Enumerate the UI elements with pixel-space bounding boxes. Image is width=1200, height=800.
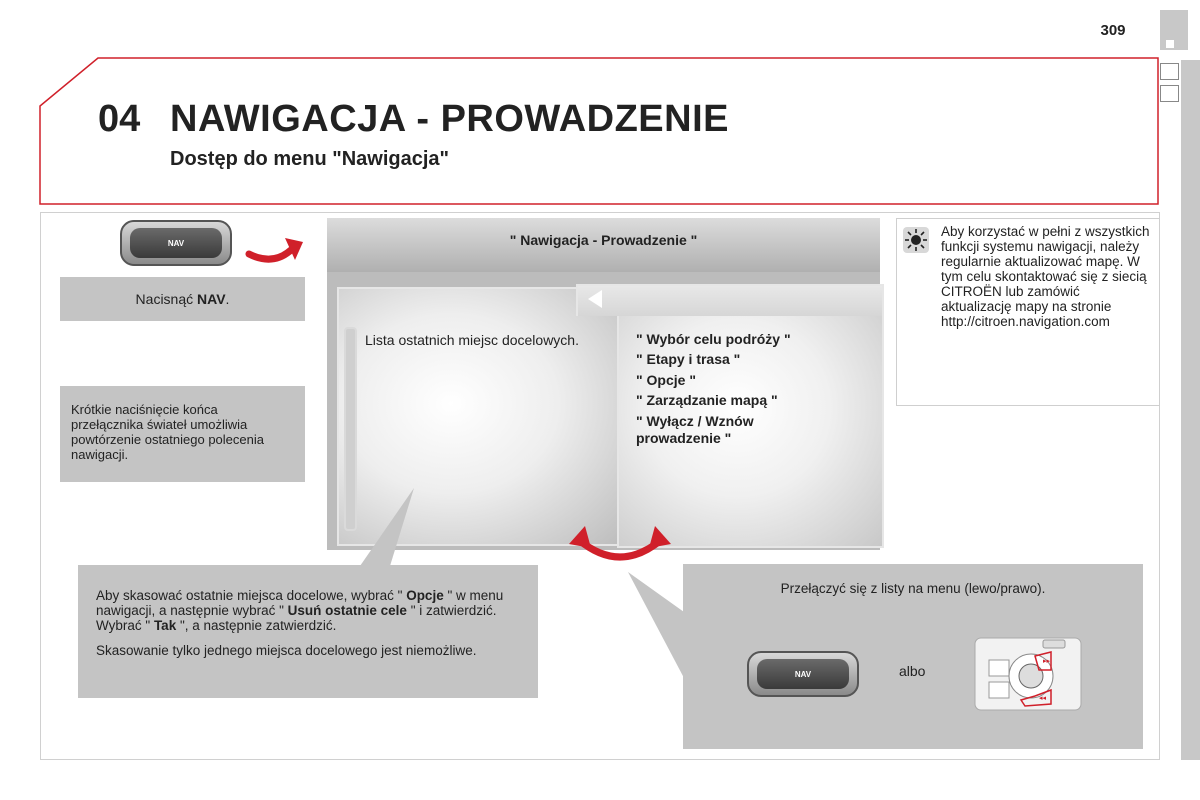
callout-pointer-right <box>620 572 690 682</box>
lightbulb-icon <box>903 227 929 253</box>
menu-header-bar <box>576 284 884 316</box>
nav-button-label: NAV <box>130 228 222 258</box>
back-arrow-icon <box>588 290 602 308</box>
tip-box <box>896 218 1160 406</box>
page-number: 309 <box>1100 22 1126 39</box>
press-nav-box <box>60 277 305 321</box>
page-tab-marker <box>1166 40 1174 48</box>
short-press-box <box>60 386 305 482</box>
svg-text:▸▸: ▸▸ <box>1043 657 1051 665</box>
left-right-arrow-icon <box>565 522 675 568</box>
page-tab <box>1160 10 1188 50</box>
tip-text: Aby korzystać w pełni z wszystkich funkcji systemu nawigacji, należy regularnie aktualizować mapę. W tym celu skontaktować się z siecią CITROËN lub zamówić aktualizację mapy na stronie http://citroen.navigation.com <box>941 224 1150 329</box>
chapter-subtitle: Dostęp do menu "Nawigacja" <box>170 148 450 170</box>
delete-instructions: Aby skasować ostatnie miejsca docelowe, wybrać " Opcje " w menu nawigacji, a następnie wybrać " Usuń ostatnie cele " i zatwierdzić. Wybrać " Tak ", a następnie zatwierdzić. <box>96 588 504 633</box>
recent-destinations-title: Lista ostatnich miejsc docelowych. <box>365 332 579 348</box>
nav-button <box>747 651 859 697</box>
menu-item-options: " Opcje " <box>636 372 696 388</box>
albo-text: albo <box>899 663 926 679</box>
chapter-title: NAWIGACJA - PROWADZENIE <box>170 98 729 140</box>
right-arrow-icon <box>245 232 305 272</box>
nav-button-label: NAV <box>757 659 849 689</box>
right-edge-bar <box>1181 60 1200 760</box>
delete-destinations-box <box>78 565 538 698</box>
switch-list-menu-box <box>683 564 1143 749</box>
menu-item-stages-route: " Etapy i trasa " <box>636 351 741 367</box>
rotary-control-panel-icon <box>973 636 1083 712</box>
menu-item-destination: " Wybór celu podróży " <box>636 331 791 347</box>
side-tab-box <box>1160 63 1179 80</box>
press-nav-text: Nacisnąć NAV. <box>135 291 230 307</box>
switch-text: Przełączyć się z listy na menu (lewo/prawo). <box>780 581 1046 596</box>
callout-pointer-left <box>350 488 430 568</box>
side-tab-box <box>1160 85 1179 102</box>
chapter-number: 04 <box>98 98 141 140</box>
menu-item-guidance-toggle: " Wyłącz / Wznów prowadzenie " <box>636 413 754 446</box>
menu-item-map-management: " Zarządzanie mapą " <box>636 392 778 408</box>
svg-text:◂◂: ◂◂ <box>1039 694 1047 702</box>
short-press-text: Krótkie naciśnięcie końca przełącznika świateł umożliwia powtórzenie ostatniego polecenia nawigacji. <box>71 402 264 462</box>
nav-button <box>120 220 232 266</box>
screen-title: " Nawigacja - Prowadzenie " <box>509 232 698 248</box>
delete-note: Skasowanie tylko jednego miejsca docelowego jest niemożliwe. <box>96 643 477 658</box>
